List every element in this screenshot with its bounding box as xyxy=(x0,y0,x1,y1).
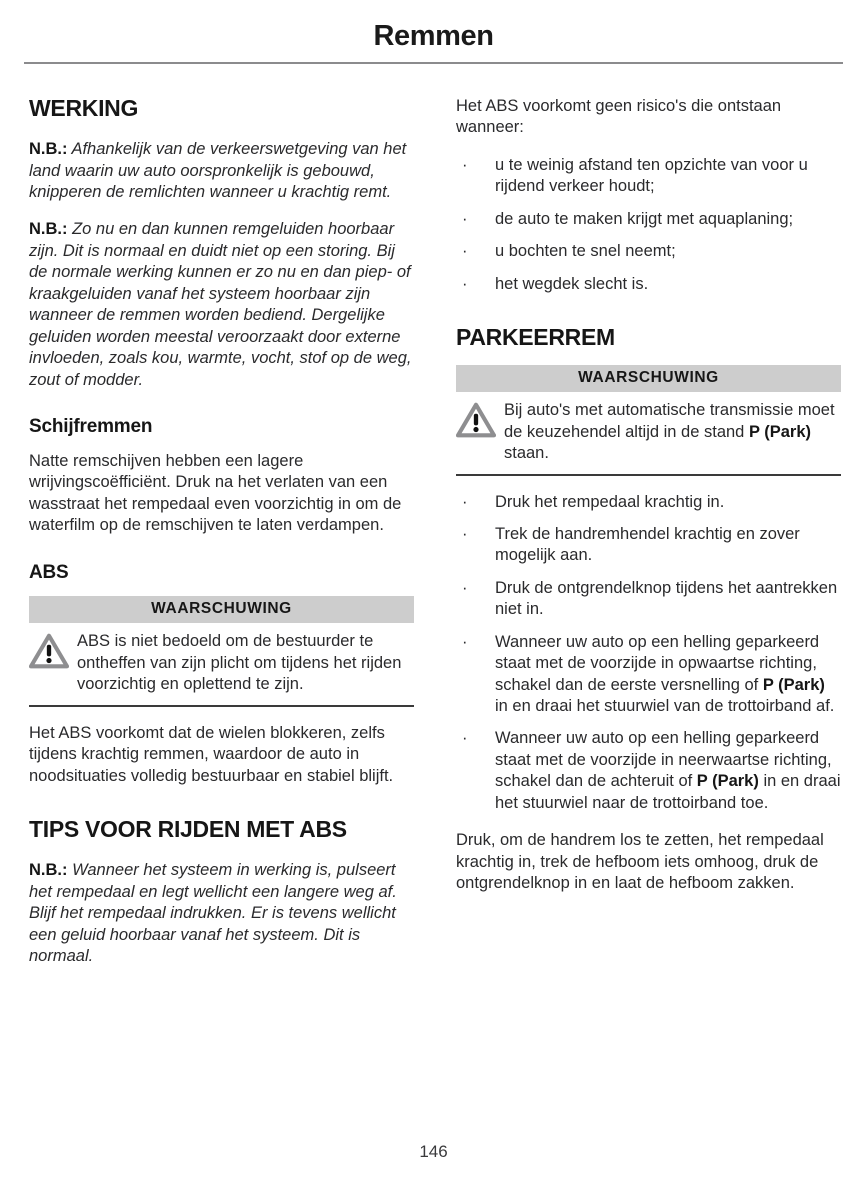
list-item xyxy=(456,241,841,262)
bold-term: P (Park) xyxy=(696,772,759,791)
page-number: 146 xyxy=(419,1142,448,1161)
heading-tips-abs: TIPS VOOR RIJDEN MET ABS xyxy=(29,816,347,843)
note-remgeluiden xyxy=(29,219,414,391)
list-item xyxy=(456,155,841,198)
page-title: Remmen xyxy=(373,20,494,52)
list-item-text xyxy=(495,525,800,564)
note-text: Zo nu en dan kunnen remgeluiden hoorbaar zijn. Dit is normaal en duidt niet op een storing. Bij de normale werking kunnen er zo nu en dan piep- of kraakgeluiden vanaf het systeem hoorbaar zijn wanneer de remmen worden bediend. Dergelijke geluiden worden meestal veroorzaakt door externe invloeden, zoals kou, warmte, vocht, stof op de weg, zout of modder. xyxy=(29,220,412,389)
note-text: Afhankelijk van de verkeerswetgeving van het land waarin uw auto oorspronkelijk is gebouwd, knipperen de remlichten wanneer u krachtig remt. xyxy=(29,140,407,202)
note-label: N.B.: xyxy=(29,861,68,880)
list-item-text xyxy=(495,579,837,618)
heading-werking: WERKING xyxy=(29,95,139,121)
list-item xyxy=(456,209,841,230)
list-item-text: u bochten te snel neemt; xyxy=(495,242,676,261)
note-text: Wanneer het systeem in werking is, pulseert het rempedaal en legt wellicht een langere weg af. Blijf het rempedaal indrukken. Er is tevens wellicht een geluid hoorbaar vanaf het systeem. Dit is normaal. xyxy=(29,861,397,965)
text-before: Wanneer uw auto op een helling geparkeerd staat met de voorzijde in neerwaartse richting, schakel dan de achteruit of xyxy=(495,729,832,791)
list-item-text: u te weinig afstand ten opzichte van voor u rijdend verkeer houdt; xyxy=(495,155,808,196)
bullet-dot: · xyxy=(462,242,468,261)
paragraph-abs-risico: Het ABS voorkomt geen risico's die ontstaan wanneer: xyxy=(456,97,782,137)
list-item xyxy=(456,274,841,295)
list-item-text xyxy=(495,493,724,511)
text-before: Druk de ontgrendelknop tijdens het aantrekken niet in. xyxy=(495,578,838,619)
content-columns xyxy=(29,96,841,983)
warning-text: ABS is niet bedoeld om de bestuurder te ontheffen van zijn plicht om tijdens het rijden voorzichtig en oplettend te zijn. xyxy=(77,632,402,694)
warning-triangle-icon xyxy=(29,633,69,669)
bullet-dot: · xyxy=(462,632,468,651)
list-item-text: het wegdek slecht is. xyxy=(495,274,649,293)
left-column xyxy=(29,96,414,983)
right-column xyxy=(456,96,841,983)
paragraph-handrem-loszetten: Druk, om de handrem los te zetten, het rempedaal krachtig in, trek de hefboom iets omhoog, druk de ontgrendelknop in en laat de hefboom zakken. xyxy=(456,831,824,893)
bold-term: P (Park) xyxy=(762,675,825,694)
warning-body xyxy=(456,392,841,475)
header-divider xyxy=(24,62,843,64)
warning-box-abs xyxy=(29,596,414,706)
bullet-dot: · xyxy=(462,155,468,174)
list-item-text: de auto te maken krijgt met aquaplaning; xyxy=(495,209,794,228)
note-remlichten xyxy=(29,139,414,203)
warning-triangle-icon xyxy=(456,402,496,438)
warning-bar-label: WAARSCHUWING xyxy=(29,596,414,623)
warning-body xyxy=(29,623,414,706)
bullet-dot: · xyxy=(462,524,468,543)
text-after: in en draai het stuurwiel naar de trottoirband toe. xyxy=(495,772,841,812)
note-label: N.B.: xyxy=(29,220,68,239)
warning-bold-term: P (Park) xyxy=(748,422,811,441)
list-item xyxy=(456,632,841,718)
note-label: N.B.: xyxy=(29,140,68,159)
warning-bottom-rule xyxy=(29,705,414,707)
heading-schijfremmen: Schijfremmen xyxy=(29,415,153,437)
list-item xyxy=(456,728,841,814)
bullet-dot: · xyxy=(462,492,468,511)
list-item-text xyxy=(495,633,834,715)
bullet-dot: · xyxy=(462,274,468,293)
warning-bar-label: WAARSCHUWING xyxy=(456,365,841,392)
bullet-dot: · xyxy=(462,578,468,597)
list-item xyxy=(456,492,841,513)
list-abs-risks xyxy=(456,155,841,295)
warning-box-parkeerrem xyxy=(456,365,841,475)
bullet-dot: · xyxy=(462,209,468,228)
heading-parkeerrem: PARKEERREM xyxy=(456,324,615,351)
heading-abs: ABS xyxy=(29,561,69,583)
text-before: Trek de handremhendel krachtig en zover mogelijk aan. xyxy=(495,524,800,565)
text-before: Wanneer uw auto op een helling geparkeerd staat met de voorzijde in opwaartse richting, schakel dan de eerste versnelling of xyxy=(495,632,820,694)
warning-text-before: Bij auto's met automatische transmissie moet de keuzehendel altijd in de stand xyxy=(504,401,835,441)
paragraph-schijfremmen: Natte remschijven hebben een lagere wrijvingscoëfficiënt. Druk na het verlaten van een wasstraat het rempedaal even voorzichtig in om de waterfilm op de remschijven te laten verdampen. xyxy=(29,451,402,535)
warning-text xyxy=(504,400,841,464)
bullet-dot: · xyxy=(462,729,468,748)
list-item xyxy=(456,578,841,621)
list-item-text xyxy=(495,729,841,811)
list-parkeerrem-steps xyxy=(456,492,841,815)
list-item xyxy=(456,524,841,567)
paragraph-abs: Het ABS voorkomt dat de wielen blokkeren, zelfs tijdens krachtig remmen, waardoor de auto in noodsituaties volledig bestuurbaar en stabiel blijft. xyxy=(29,723,394,785)
warning-bottom-rule xyxy=(456,474,841,476)
text-before: Druk het rempedaal krachtig in. xyxy=(495,492,725,511)
note-tips xyxy=(29,860,414,967)
text-after: in en draai het stuurwiel van de trottoirband af. xyxy=(495,697,835,716)
page-header xyxy=(24,22,843,51)
warning-text-after: staan. xyxy=(504,444,549,463)
